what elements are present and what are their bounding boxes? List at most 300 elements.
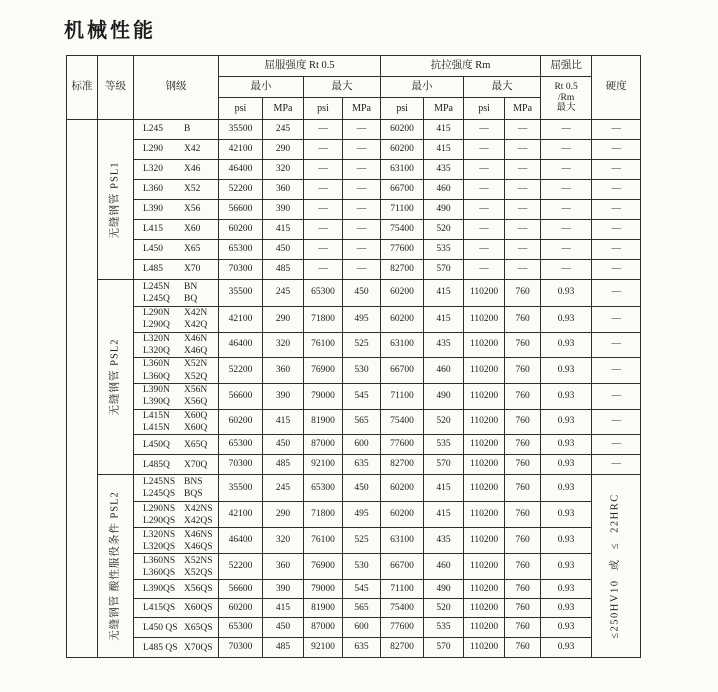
value-cell: –– [592, 120, 641, 140]
value-cell: 46400 [219, 528, 263, 554]
value-cell: 415 [424, 280, 464, 307]
value-cell: –– [592, 260, 641, 280]
table-row [67, 120, 641, 140]
steel-grade-line: L320QS X46QS [143, 541, 213, 552]
steel-grade-cell [134, 599, 219, 618]
value-cell: 110200 [464, 409, 505, 435]
value-cell: 450 [263, 435, 304, 455]
value-cell: 460 [424, 358, 464, 384]
unit-psi: psi [304, 98, 343, 120]
value-cell: –– [541, 240, 592, 260]
value-cell: 110200 [464, 358, 505, 384]
value-cell: –– [304, 160, 343, 180]
value-cell: 60200 [381, 280, 424, 307]
value-cell: 415 [424, 502, 464, 528]
value-cell: 545 [343, 580, 381, 599]
steel-grade-line: L390Q X56Q [143, 397, 208, 408]
value-cell: 52200 [219, 180, 263, 200]
steel-grade-cell [134, 140, 219, 160]
value-cell: 71800 [304, 502, 343, 528]
steel-grade-cell [134, 280, 219, 307]
value-cell: 60200 [381, 502, 424, 528]
value-cell: –– [592, 240, 641, 260]
value-cell: 0.93 [541, 475, 592, 502]
value-cell: 245 [263, 280, 304, 307]
value-cell: 46400 [219, 332, 263, 358]
value-cell: –– [343, 200, 381, 220]
steel-grade-cell [134, 475, 219, 502]
steel-grade-cell [134, 528, 219, 554]
steel-grade-cell [134, 502, 219, 528]
value-cell: 42100 [219, 140, 263, 160]
unit-psi: psi [464, 98, 505, 120]
value-cell: 760 [505, 554, 541, 580]
value-cell: –– [304, 240, 343, 260]
steel-grade-line: L360Q X52Q [143, 371, 208, 382]
value-cell: 110200 [464, 280, 505, 307]
value-cell: 46400 [219, 160, 263, 180]
value-cell: –– [343, 220, 381, 240]
value-cell: 490 [424, 384, 464, 410]
value-cell: –– [592, 307, 641, 333]
value-cell: 495 [343, 502, 381, 528]
value-cell: 760 [505, 502, 541, 528]
value-cell: 520 [424, 599, 464, 618]
page-title: 机械性能 [64, 20, 156, 42]
value-cell: 70300 [219, 455, 263, 475]
value-cell: 82700 [381, 638, 424, 658]
steel-grade-cell [134, 120, 219, 140]
value-cell: –– [343, 180, 381, 200]
value-cell: 565 [343, 599, 381, 618]
value-cell: 485 [263, 260, 304, 280]
value-cell: 760 [505, 528, 541, 554]
table-row [67, 475, 641, 502]
value-cell: 760 [505, 455, 541, 475]
col-header-tensile-max: 最大 [464, 77, 541, 98]
steel-grade-cell [134, 435, 219, 455]
value-cell: –– [592, 200, 641, 220]
value-cell: 60200 [381, 120, 424, 140]
value-cell: 760 [505, 384, 541, 410]
steel-grade-line: L360N X52N [143, 359, 208, 370]
value-cell: –– [505, 220, 541, 240]
value-cell: –– [505, 140, 541, 160]
value-cell: 77600 [381, 435, 424, 455]
value-cell: –– [343, 260, 381, 280]
value-cell: –– [304, 140, 343, 160]
value-cell: –– [343, 120, 381, 140]
steel-grade-line: L290QS X42QS [143, 515, 213, 526]
value-cell: 760 [505, 638, 541, 658]
steel-grade-cell [134, 554, 219, 580]
value-cell: 110200 [464, 307, 505, 333]
steel-grade-line: L360QS X52QS [143, 567, 213, 578]
value-cell: 110200 [464, 554, 505, 580]
value-cell: 0.93 [541, 435, 592, 455]
value-cell: 110200 [464, 475, 505, 502]
table-row [67, 140, 641, 160]
value-cell: 66700 [381, 554, 424, 580]
steel-grade-cell [134, 180, 219, 200]
unit-mpa: MPa [263, 98, 304, 120]
value-cell: –– [304, 180, 343, 200]
value-cell: 0.93 [541, 409, 592, 435]
value-cell: 760 [505, 358, 541, 384]
table-row [67, 220, 641, 240]
value-cell: 415 [263, 599, 304, 618]
value-cell: 565 [343, 409, 381, 435]
value-cell: –– [505, 120, 541, 140]
value-cell: 82700 [381, 455, 424, 475]
value-cell: –– [464, 220, 505, 240]
value-cell: 0.93 [541, 618, 592, 638]
value-cell: 570 [424, 638, 464, 658]
value-cell: 60200 [381, 307, 424, 333]
steel-grade-line: L360NS X52NS [143, 555, 213, 566]
table-row [67, 580, 641, 599]
value-cell: 71100 [381, 384, 424, 410]
value-cell: 75400 [381, 409, 424, 435]
value-cell: 435 [424, 160, 464, 180]
value-cell: 415 [424, 140, 464, 160]
steel-grade-line: L485Q X70Q [143, 459, 208, 470]
value-cell: 530 [343, 554, 381, 580]
value-cell: –– [464, 260, 505, 280]
col-header-yield-max: 最大 [304, 77, 381, 98]
value-cell: 290 [263, 307, 304, 333]
value-cell: –– [592, 140, 641, 160]
value-cell: 110200 [464, 599, 505, 618]
table-row [67, 307, 641, 333]
steel-grade-line: L415N X60Q [143, 423, 208, 434]
steel-grade-cell [134, 200, 219, 220]
grade-category-cell [98, 280, 134, 475]
value-cell: 60200 [219, 220, 263, 240]
steel-grade-line: L485 X70 [143, 264, 201, 275]
steel-grade-line: L320Q X46Q [143, 346, 208, 357]
value-cell: 60200 [381, 475, 424, 502]
steel-grade-line: L290Q X42Q [143, 320, 208, 331]
value-cell: 110200 [464, 455, 505, 475]
value-cell: 65300 [219, 435, 263, 455]
value-cell: –– [592, 332, 641, 358]
unit-mpa: MPa [424, 98, 464, 120]
value-cell: 76900 [304, 358, 343, 384]
value-cell: 320 [263, 528, 304, 554]
steel-grade-line: L245 B [143, 124, 191, 135]
header-row-1 [67, 56, 641, 77]
table-row [67, 638, 641, 658]
col-header-yield-ratio: 屈强比 [541, 56, 592, 77]
steel-grade-line: L415 X60 [143, 224, 201, 235]
value-cell: 110200 [464, 528, 505, 554]
value-cell: –– [541, 220, 592, 240]
value-cell: 60200 [381, 140, 424, 160]
steel-grade-cell [134, 260, 219, 280]
value-cell: 535 [424, 240, 464, 260]
value-cell: –– [541, 160, 592, 180]
value-cell: 495 [343, 307, 381, 333]
value-cell: 87000 [304, 618, 343, 638]
value-cell: –– [304, 220, 343, 240]
value-cell: 485 [263, 638, 304, 658]
value-cell: 450 [343, 280, 381, 307]
table-row [67, 528, 641, 554]
steel-grade-line: L450 X65 [143, 244, 201, 255]
col-header-tensile-min: 最小 [381, 77, 464, 98]
table-row [67, 384, 641, 410]
value-cell: 415 [424, 120, 464, 140]
value-cell: –– [464, 120, 505, 140]
value-cell: 60200 [219, 599, 263, 618]
value-cell: –– [505, 160, 541, 180]
steel-grade-line: L415N X60Q [143, 410, 208, 421]
value-cell: 42100 [219, 307, 263, 333]
value-cell: 245 [263, 475, 304, 502]
value-cell: 535 [424, 618, 464, 638]
unit-mpa: MPa [505, 98, 541, 120]
grade-category-label: 无缝钢管 PSL1 [109, 161, 121, 238]
table-row [67, 260, 641, 280]
value-cell: 71100 [381, 200, 424, 220]
value-cell: 0.93 [541, 599, 592, 618]
value-cell: –– [541, 120, 592, 140]
value-cell: –– [464, 160, 505, 180]
value-cell: 60200 [219, 409, 263, 435]
value-cell: 77600 [381, 240, 424, 260]
value-cell: –– [464, 240, 505, 260]
value-cell: 63100 [381, 160, 424, 180]
ratio-formula-line3: 最大 [556, 103, 576, 114]
value-cell: 760 [505, 332, 541, 358]
value-cell: 92100 [304, 455, 343, 475]
value-cell: 65300 [219, 618, 263, 638]
value-cell: 435 [424, 528, 464, 554]
value-cell: 760 [505, 599, 541, 618]
value-cell: 360 [263, 554, 304, 580]
value-cell: 570 [424, 455, 464, 475]
col-header-tensile-strength: 抗拉强度 Rm [381, 56, 541, 77]
value-cell: 110200 [464, 638, 505, 658]
value-cell: 52200 [219, 358, 263, 384]
steel-grade-line: L320NS X46NS [143, 529, 213, 540]
value-cell: 545 [343, 384, 381, 410]
value-cell: 760 [505, 435, 541, 455]
value-cell: 520 [424, 409, 464, 435]
value-cell: 0.93 [541, 307, 592, 333]
value-cell: 0.93 [541, 280, 592, 307]
value-cell: 65300 [304, 475, 343, 502]
steel-grade-cell [134, 580, 219, 599]
value-cell: –– [592, 358, 641, 384]
value-cell: 66700 [381, 358, 424, 384]
table-row [67, 435, 641, 455]
value-cell: –– [464, 200, 505, 220]
value-cell: 79000 [304, 580, 343, 599]
value-cell: 390 [263, 384, 304, 410]
col-header-standard: 标准 [67, 56, 98, 120]
value-cell: –– [505, 240, 541, 260]
grade-category-cell [98, 120, 134, 280]
value-cell: 76100 [304, 332, 343, 358]
value-cell: 56600 [219, 200, 263, 220]
steel-grade-line: L290NS X42NS [143, 503, 213, 514]
value-cell: 760 [505, 409, 541, 435]
steel-grade-cell [134, 220, 219, 240]
value-cell: 110200 [464, 435, 505, 455]
table-row [67, 240, 641, 260]
value-cell: 77600 [381, 618, 424, 638]
col-header-yield-strength: 屈服强度 Rt 0.5 [219, 56, 381, 77]
value-cell: 290 [263, 502, 304, 528]
value-cell: 110200 [464, 618, 505, 638]
unit-psi: psi [381, 98, 424, 120]
unit-mpa: MPa [343, 98, 381, 120]
unit-psi: psi [219, 98, 263, 120]
value-cell: 0.93 [541, 580, 592, 599]
value-cell: –– [541, 140, 592, 160]
value-cell: 81900 [304, 599, 343, 618]
value-cell: 760 [505, 618, 541, 638]
table-row [67, 280, 641, 307]
steel-grade-cell [134, 358, 219, 384]
steel-grade-line: L390 X56 [143, 204, 201, 215]
table-row [67, 455, 641, 475]
steel-grade-line: L450 QS X65QS [143, 622, 213, 633]
value-cell: 760 [505, 307, 541, 333]
value-cell: 75400 [381, 599, 424, 618]
steel-grade-line: L360 X52 [143, 184, 201, 195]
value-cell: –– [592, 180, 641, 200]
table-row [67, 554, 641, 580]
grade-category-label: 无缝钢管 酸性服役条件 PSL2 [109, 491, 121, 642]
value-cell: 71100 [381, 580, 424, 599]
value-cell: –– [541, 180, 592, 200]
value-cell: 0.93 [541, 638, 592, 658]
value-cell: 450 [263, 240, 304, 260]
value-cell: –– [592, 455, 641, 475]
value-cell: 535 [424, 435, 464, 455]
mechanical-properties-table [66, 55, 641, 658]
value-cell: 520 [424, 220, 464, 240]
steel-grade-line: L245QS BQS [143, 489, 203, 500]
value-cell: 0.93 [541, 455, 592, 475]
steel-grade-line: L450Q X65Q [143, 439, 208, 450]
value-cell: –– [592, 384, 641, 410]
value-cell: 760 [505, 580, 541, 599]
value-cell: 35500 [219, 280, 263, 307]
grade-category-cell [98, 475, 134, 658]
value-cell: 600 [343, 435, 381, 455]
value-cell: –– [592, 280, 641, 307]
value-cell: 0.93 [541, 554, 592, 580]
value-cell: 110200 [464, 502, 505, 528]
value-cell: 81900 [304, 409, 343, 435]
value-cell: 79000 [304, 384, 343, 410]
value-cell: 66700 [381, 180, 424, 200]
hardness-merged-label: ≤250HV10 或 ≤ 22HRC [609, 493, 621, 640]
value-cell: 42100 [219, 502, 263, 528]
steel-grade-line: L245Q BQ [143, 294, 198, 304]
value-cell: 65300 [219, 240, 263, 260]
steel-grade-cell [134, 638, 219, 658]
steel-grade-line: L290N X42N [143, 308, 208, 318]
value-cell: 530 [343, 358, 381, 384]
steel-grade-line: L245N BN [143, 281, 198, 292]
value-cell: 415 [263, 409, 304, 435]
value-cell: –– [592, 435, 641, 455]
value-cell: 320 [263, 332, 304, 358]
value-cell: 635 [343, 455, 381, 475]
table-row [67, 180, 641, 200]
col-header-yield-min: 最小 [219, 77, 304, 98]
ratio-formula-line1: Rt 0.5 [554, 81, 578, 92]
value-cell: 600 [343, 618, 381, 638]
value-cell: 460 [424, 554, 464, 580]
value-cell: –– [541, 260, 592, 280]
value-cell: 490 [424, 200, 464, 220]
value-cell: 76100 [304, 528, 343, 554]
col-header-steel-grade: 钢级 [134, 56, 219, 120]
value-cell: 52200 [219, 554, 263, 580]
value-cell: –– [343, 140, 381, 160]
value-cell: 0.93 [541, 384, 592, 410]
value-cell: 435 [424, 332, 464, 358]
steel-grade-cell [134, 384, 219, 410]
steel-grade-line: L245NS BNS [143, 477, 203, 488]
value-cell: 56600 [219, 580, 263, 599]
table-row [67, 200, 641, 220]
grade-category-label: 无缝钢管 PSL2 [109, 338, 121, 416]
value-cell: 415 [263, 220, 304, 240]
steel-grade-line: L485 QS X70QS [143, 642, 213, 653]
value-cell: 35500 [219, 475, 263, 502]
steel-grade-line: L390N X56N [143, 385, 208, 396]
value-cell: 82700 [381, 260, 424, 280]
value-cell: 0.93 [541, 528, 592, 554]
steel-grade-line: L290 X42 [143, 144, 201, 155]
ratio-formula-line2: /Rm [557, 92, 575, 103]
value-cell: 450 [343, 475, 381, 502]
table-row [67, 502, 641, 528]
value-cell: 0.93 [541, 332, 592, 358]
value-cell: 760 [505, 475, 541, 502]
value-cell: –– [343, 240, 381, 260]
value-cell: –– [343, 160, 381, 180]
steel-grade-cell [134, 160, 219, 180]
value-cell: 460 [424, 180, 464, 200]
value-cell: 70300 [219, 638, 263, 658]
steel-grade-cell [134, 409, 219, 435]
value-cell: 0.93 [541, 358, 592, 384]
value-cell: 525 [343, 528, 381, 554]
value-cell: 390 [263, 200, 304, 220]
value-cell: 450 [263, 618, 304, 638]
col-header-ratio-formula [541, 77, 592, 120]
value-cell: –– [464, 180, 505, 200]
hardness-merged-cell [592, 475, 641, 658]
value-cell: –– [541, 200, 592, 220]
steel-grade-cell [134, 618, 219, 638]
value-cell: 490 [424, 580, 464, 599]
steel-grade-line: L415QS X60QS [143, 603, 213, 614]
value-cell: 110200 [464, 332, 505, 358]
value-cell: –– [592, 160, 641, 180]
col-header-hardness: 硬度 [592, 56, 641, 120]
table-row [67, 358, 641, 384]
value-cell: 760 [505, 280, 541, 307]
